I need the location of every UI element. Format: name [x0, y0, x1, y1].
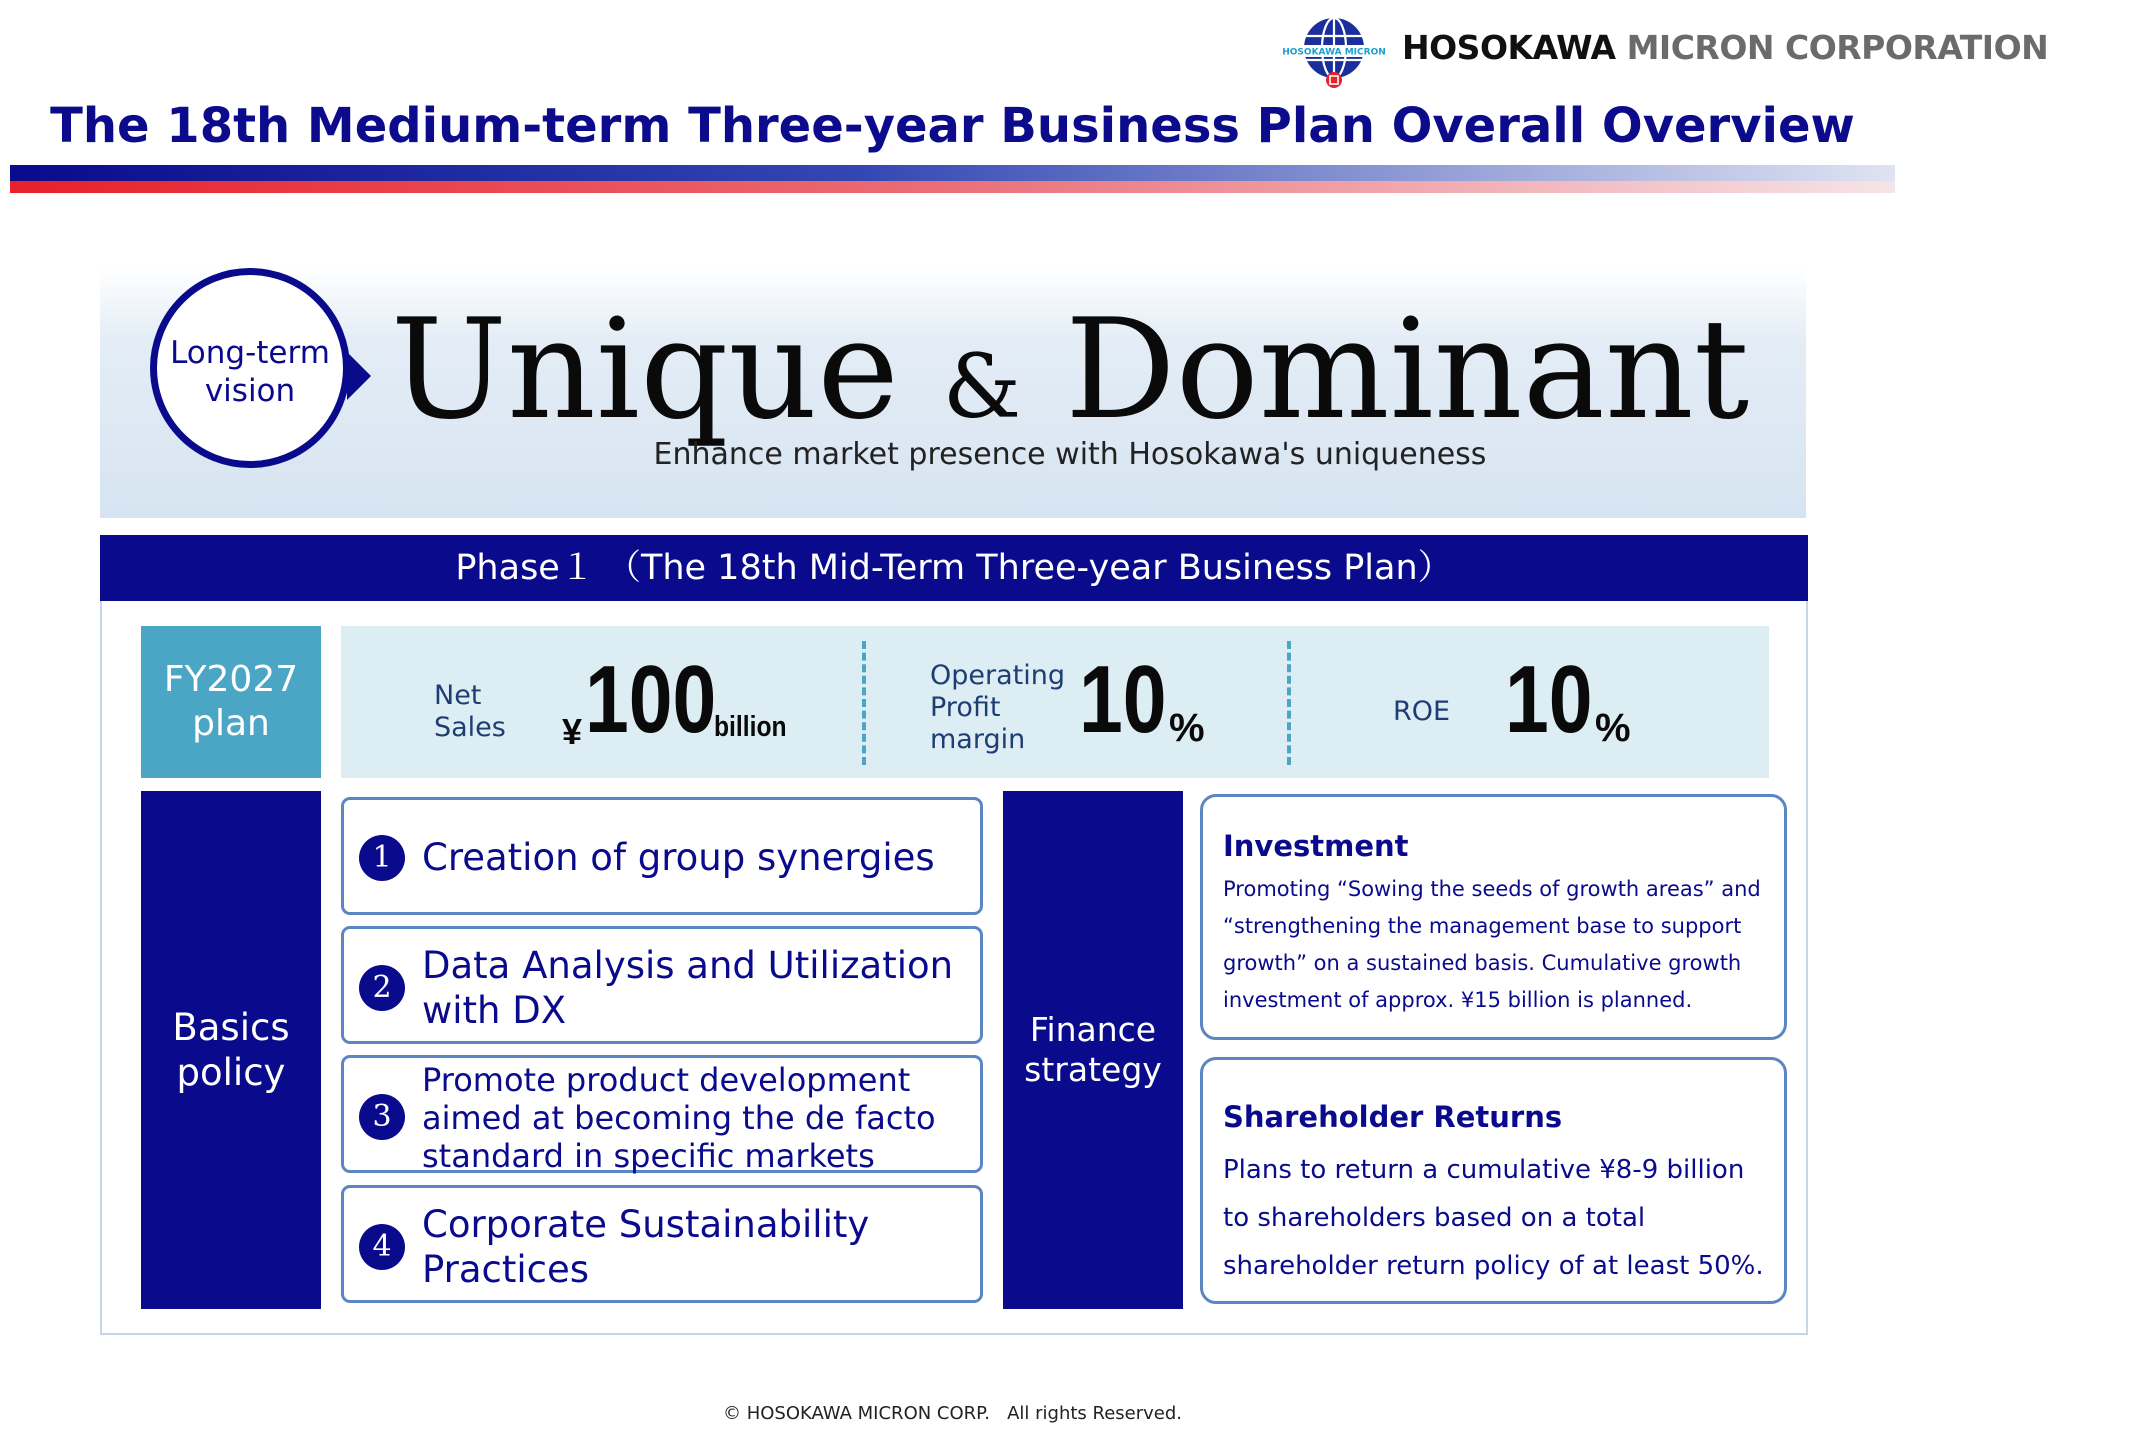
number-badge: 3 — [359, 1094, 405, 1140]
company-logo — [1282, 12, 1386, 94]
op-margin-label-line1: Operating — [930, 660, 1065, 691]
number-badge: 4 — [359, 1224, 405, 1270]
targets-panel — [341, 626, 1769, 778]
policy-text-line: Creation of group synergies — [422, 836, 935, 879]
shareholder-returns-line: Plans to return a cumulative ¥8-9 billion — [1223, 1155, 1745, 1185]
shareholder-returns-card — [1200, 1057, 1787, 1304]
op-margin-unit: % — [1169, 706, 1205, 750]
fy-plan-label-line1: FY2027 — [163, 659, 299, 700]
phase-header: Phase１ （The 18th Mid-Term Three-year Business Plan） — [100, 535, 1808, 601]
vision-title-amp: & — [942, 335, 1022, 438]
investment-line: growth” on a sustained basis. Cumulative growth — [1223, 951, 1742, 975]
policy-card-2 — [341, 926, 983, 1044]
op-margin-label — [930, 660, 1065, 756]
investment-line: “strengthening the management base to support — [1223, 914, 1742, 938]
policy-text-line: Corporate Sustainability — [422, 1203, 870, 1246]
vision-label-line2: vision — [204, 373, 296, 409]
policy-text — [422, 836, 935, 880]
basics-policy-label — [141, 791, 321, 1309]
policy-card-1 — [341, 797, 983, 915]
policy-card-4 — [341, 1185, 983, 1303]
investment-body — [1223, 871, 1761, 1019]
copyright-notice: © HOSOKAWA MICRON CORP. All rights Reserved. — [722, 1403, 1183, 1424]
policy-text-line: with DX — [422, 989, 567, 1032]
investment-heading: Investment — [1223, 829, 1409, 863]
shareholder-returns-line: to shareholders based on a total — [1223, 1203, 1646, 1233]
roe-value: 10 — [1505, 646, 1593, 753]
basics-policy-label-line2: policy — [176, 1051, 286, 1094]
page-title: The 18th Medium-term Three-year Business Plan Overall Overview — [50, 98, 1855, 154]
number-badge: 1 — [359, 835, 405, 881]
logo-text: HOSOKAWA MICRON — [1282, 47, 1386, 58]
vision-subtitle: Enhance market presence with Hosokawa's uniqueness — [653, 437, 1487, 472]
op-margin-value: 10 — [1079, 646, 1167, 753]
policy-text — [422, 943, 953, 1033]
net-sales-value: 100 — [585, 646, 717, 753]
divider-2 — [1287, 641, 1291, 765]
policy-text-line: Promote product development — [422, 1061, 911, 1099]
vision-title-word2: Dominant — [1065, 289, 1750, 450]
finance-strategy-label-line1: Finance — [1029, 1010, 1157, 1049]
roe-label: ROE — [1393, 696, 1451, 727]
finance-strategy-label — [1003, 791, 1183, 1309]
policy-card-3 — [341, 1055, 983, 1173]
basics-policy-label-line1: Basics — [172, 1006, 290, 1049]
finance-strategy-label-line2: strategy — [1024, 1050, 1162, 1089]
net-sales-label-line1: Net — [434, 680, 482, 711]
vision-label-line1: Long-term — [170, 335, 330, 371]
net-sales-label — [434, 680, 506, 744]
policy-text-line: Data Analysis and Utilization — [422, 944, 954, 987]
title-divider — [10, 165, 1895, 193]
policy-text-line: Practices — [422, 1248, 590, 1291]
shareholder-returns-line: shareholder return policy of at least 50%. — [1223, 1251, 1764, 1281]
shareholder-returns-heading: Shareholder Returns — [1223, 1100, 1563, 1134]
number-badge: 2 — [359, 965, 405, 1011]
roe-unit: % — [1595, 706, 1631, 750]
net-sales-currency: ¥ — [562, 711, 583, 752]
op-margin-label-line2: Profit — [930, 692, 1001, 723]
company-name-part2: MICRON CORPORATION — [1626, 28, 2049, 67]
net-sales-unit: billion — [714, 711, 787, 743]
policy-text-line: standard in specific markets — [422, 1137, 875, 1175]
net-sales-label-line2: Sales — [434, 712, 506, 743]
fy-plan-label — [141, 626, 321, 778]
company-name — [1402, 28, 2048, 67]
fy-plan-label-line2: plan — [192, 703, 270, 744]
shareholder-returns-body — [1223, 1146, 1764, 1290]
investment-line: Promoting “Sowing the seeds of growth areas” and — [1223, 877, 1761, 901]
op-margin-label-line3: margin — [930, 724, 1026, 755]
vision-title-word1: Unique — [390, 289, 899, 450]
policy-text-line: aimed at becoming the de facto — [422, 1099, 936, 1137]
policy-text — [422, 1202, 869, 1292]
investment-card — [1200, 794, 1787, 1040]
policy-text — [422, 1061, 936, 1175]
divider-1 — [862, 641, 866, 765]
company-name-part1: HOSOKAWA — [1402, 28, 1616, 67]
investment-line: investment of approx. ¥15 billion is planned. — [1223, 988, 1693, 1012]
